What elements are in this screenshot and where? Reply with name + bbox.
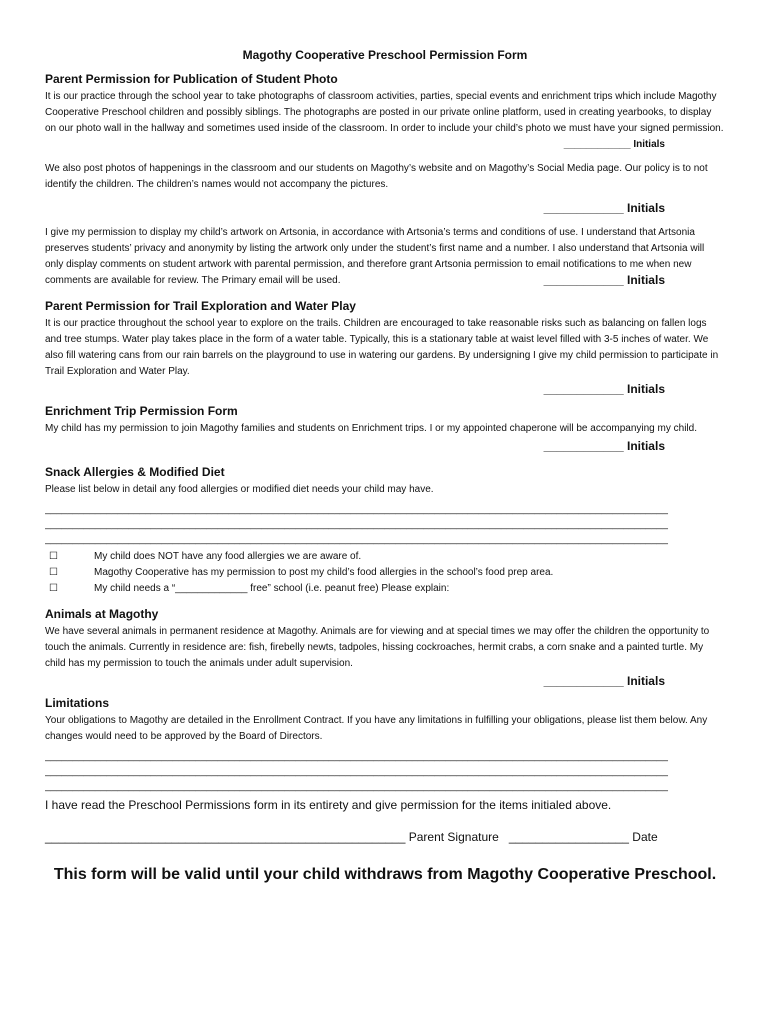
allergy-line-1[interactable]: ________________________________________________________________________________________________________________ (45, 504, 668, 515)
check-row (45, 565, 725, 581)
check-label: My child does NOT have any food allergies we are aware of. (94, 551, 362, 562)
limitations-heading: Limitations (45, 696, 110, 710)
limitations-line-1[interactable]: ________________________________________________________________________________________________________________ (45, 751, 668, 762)
photo-heading: Parent Permission for Publication of Student Photo (45, 72, 338, 86)
signature-row (45, 830, 725, 844)
trail-paragraph: It is our practice throughout the school year to explore on the trails. Children are encouraged to take reasonable risks such as balancing on fallen logs and tree stumps. Water play takes place in the form of a water table. Typically, this is a stationary table at waist level filled with 3-5 inches of water. We also fill watering cans from our rain barrels on the playground to use in watering our gardens. By undersigning I give my child permission to participate in Trail Exploration and Water Play. (45, 318, 719, 377)
photo-paragraph-1: It is our practice through the school year to take photographs of classroom activities, parties, special events and enrichment trips which include Magothy Cooperative Preschool children and possibly siblings. The photographs are posted in our private online platform, used in creating yearbooks, to display on our photo wall in the hallway and sometimes used inside of the classroom. In order to include your child’s photo we must have your signed permission. (45, 91, 724, 134)
photo-initials-2[interactable]: ____________ Initials (543, 201, 665, 215)
limitations-line-3[interactable]: ________________________________________________________________________________________________________________ (45, 781, 668, 792)
allergy-line-3[interactable]: ________________________________________________________________________________________________________________ (45, 534, 668, 545)
check-label: Magothy Cooperative has my permission to post my child’s food allergies in the school’s food prep area. (94, 567, 554, 578)
enrichment-paragraph: My child has my permission to join Magothy families and students on Enrichment trips. I or my appointed chaperone will be accompanying my child. (45, 423, 697, 434)
limitations-section (45, 696, 725, 794)
animals-heading: Animals at Magothy (45, 607, 159, 621)
allergy-checkboxes (45, 549, 725, 597)
date-label: Date (632, 830, 658, 844)
animals-paragraph: We have several animals in permanent residence at Magothy. Animals are for viewing and at special times we may offer the children the opportunity to touch the animals. Currently in residence are: fish, firebelly newts, tadpoles, hissing cockroaches, hermit crabs, a corn snake and a painted turtle. My child has my permission to touch the animals under adult supervision. (45, 626, 710, 669)
photo-initials-1[interactable]: ____________ Initials (563, 139, 665, 150)
check-row (45, 549, 725, 565)
acknowledgement: I have read the Preschool Permissions form in its entirety and give permission for the items initialed above. (45, 798, 612, 812)
signature-label: Parent Signature (408, 830, 499, 844)
limitations-paragraph: Your obligations to Magothy are detailed in the Enrollment Contract. If you have any limitations in fulfilling your obligations, please list them below. Any changes would need to be approved by the Board of Directors. (45, 715, 708, 742)
validity-notice: This form will be valid until your child withdraws from Magothy Cooperative Preschool. (53, 866, 717, 883)
snack-heading: Snack Allergies & Modified Diet (45, 465, 225, 479)
trail-section (45, 299, 725, 398)
snack-paragraph: Please list below in detail any food allergies or modified diet needs your child may have. (45, 484, 434, 495)
animals-section (45, 607, 725, 690)
artsonia-initials[interactable]: ____________ Initials (543, 273, 665, 287)
animals-initials[interactable]: ____________ Initials (543, 674, 665, 688)
photo-paragraph-2: We also post photos of happenings in the classroom and our students on Magothy’s website and on Magothy’s Social Media page. Our policy is to not identify the children. The children’s names would not accompany the pictures. (45, 163, 708, 190)
photo-section (45, 72, 725, 289)
artsonia-paragraph: I give my permission to display my child’s artwork on Artsonia, in accordance with Artsonia’s terms and conditions of use. I understand that Artsonia preserves students’ privacy and anonymity by listing the artwork only under the student’s first name and a number. I also understand that Artsonia will only display comments on student artwork with parental permission, and therefore grant Artsonia permission to email notifications to me when new comments are available for review. The Primary email will be used. (45, 227, 705, 286)
check-row (45, 581, 725, 597)
trail-initials[interactable]: ____________ Initials (543, 382, 665, 396)
trail-heading: Parent Permission for Trail Exploration and Water Play (45, 299, 356, 313)
limitations-line-2[interactable]: ________________________________________________________________________________________________________________ (45, 766, 668, 777)
date-line[interactable]: __________________ (508, 830, 629, 844)
enrichment-heading: Enrichment Trip Permission Form (45, 404, 238, 418)
checkbox[interactable]: ☐ (49, 551, 58, 562)
checkbox[interactable]: ☐ (49, 583, 58, 594)
checkbox[interactable]: ☐ (49, 567, 58, 578)
enrichment-section (45, 404, 725, 455)
enrichment-initials[interactable]: ____________ Initials (543, 439, 665, 453)
permission-form (45, 48, 725, 884)
check-label: My child needs a “_____________ free” school (i.e. peanut free) Please explain: (94, 583, 450, 594)
snack-section (45, 465, 725, 597)
allergy-line-2[interactable]: ________________________________________________________________________________________________________________ (45, 519, 668, 530)
form-title: Magothy Cooperative Preschool Permission Form (242, 48, 528, 62)
signature-line[interactable]: ______________________________________________________ (45, 830, 406, 844)
